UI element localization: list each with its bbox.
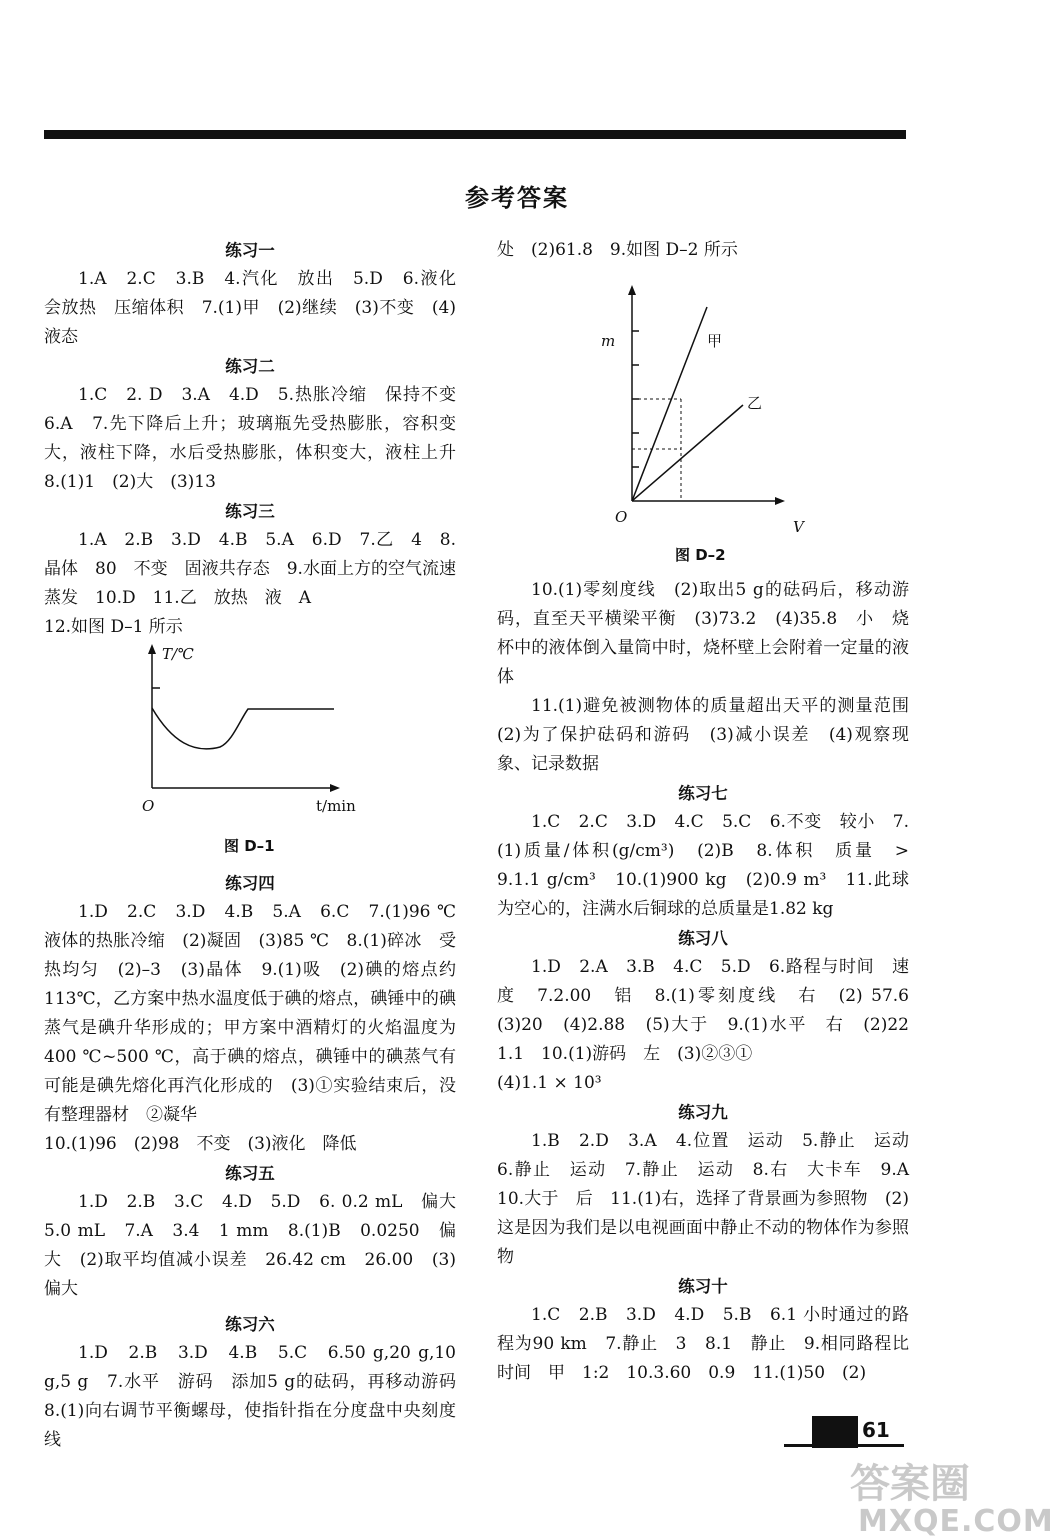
page-title: 参考答案 [465,184,569,212]
axis-label-x: V [793,518,804,536]
page-number-rule [784,1444,904,1447]
top-rule [44,130,906,139]
axis-label-x: t/min [316,797,356,815]
axis-origin: O [142,797,155,815]
line-jia [632,307,707,501]
section-heading: 练习八 [678,929,728,948]
section-heading: 练习十 [678,1277,728,1296]
left-column [44,236,473,1455]
figure-d1 [44,642,456,832]
answer-text: 1.B 2.D 3.A 4.位置 运动 5.静止 运动 6.静止 运动 7.静止 运动 8.右 大卡车 9.A 10.大于 后 11.(1)右，选择了背景画为参照物 (2)这是因为我们是以电视画面中静止不动的物体作为参照物 [497,1131,926,1267]
figure-caption: 图 D–2 [675,546,726,564]
answer-text: 10.(1)96 (2)98 不变 (3)液化 降低 [44,1134,357,1154]
section-heading: 练习二 [225,357,275,376]
line-label-yi: 乙 [747,394,763,412]
line-yi [632,405,743,501]
answer-text: 1.D 2.C 3.D 4.B 5.A 6.C 7.(1)96 ℃ 液体的热胀冷缩 (2)凝固 (3)85 ℃ 8.(1)碎冰 受热均匀 (2)–3 (3)晶体 9.(1)吸 (2)碘的熔点约113℃，乙方案中热水温度低于碘的熔点，碘锤中的碘蒸气是碘升华形成的；甲方案中酒精灯的火焰温度为400 ℃~500 ℃，高于碘的熔点，碘锤中的碘蒸气有可能是碘先熔化再汽化形成的 (3)①实验结束后，没有整理器材 ②凝华 [44,902,473,1125]
answer-text: 1.A 2.B 3.D 4.B 5.A 6.D 7.乙 4 8.晶体 80 不变 固液共存态 9.水面上方的空气流速 蒸发 10.D 11.乙 放热 液 A [44,530,473,608]
section-heading: 练习四 [225,874,275,893]
answer-text: 1.A 2.C 3.B 4.汽化 放出 5.D 6.液化 会放热 压缩体积 7.(1)甲 (2)继续 (3)不变 (4)液态 [44,269,473,347]
axis-label-y: T/℃ [162,645,194,663]
section-heading: 练习九 [678,1103,728,1122]
section-heading: 练习三 [225,502,275,521]
answer-text: 处 (2)61.8 9.如图 D–2 所示 [497,240,738,260]
graph-d1 [44,642,456,802]
right-column [497,236,926,1388]
answer-text: 10.(1)零刻度线 (2)取出5 g的砝码后，移动游码，直至天平横梁平衡 (3)73.2 (4)35.8 小 烧杯中的液体倒入量筒中时，烧杯壁上会附着一定量的液体 [497,580,909,687]
figure-caption: 图 D–1 [224,837,275,855]
temperature-curve [152,708,334,749]
answer-text: 1.C 2.C 3.D 4.C 5.C 6.不变 较小 7.(1)质量/体积(g/cm³) (2)B 8.体积 质量 > 9.1.1 g/cm³ 10.(1)900 kg (2)0.9 m³ 11.此球为空心的，注满水后铜球的总质量是1.82 kg [497,812,926,919]
axis-label-y: m [601,332,616,350]
watermark-url: MXQE.COM [858,1504,1054,1539]
answer-text: 1.D 2.B 3.D 4.B 5.C 6.50 g,20 g,10 g,5 g 7.水平 游码 添加5 g的砝码，再移动游码 8.(1)向右调节平衡螺母，使指针指在分度盘中央刻度线 [44,1343,473,1450]
section-heading: 练习五 [225,1164,275,1183]
figure-d2 [497,265,909,536]
answer-text: 12.如图 D–1 所示 [44,617,183,637]
answer-text: 1.D 2.A 3.B 4.C 5.D 6.路程与时间 速度 7.2.00 铝 8.(1)零刻度线 右 (2) 57.6 (3)20 (4)2.88 (5)大于 9.(1)水平 右 (2)22 1.1 10.(1)游码 左 (3)②③① [497,957,926,1064]
axis-origin: O [615,508,628,526]
answer-text: 11.(1)避免被测物体的质量超出天平的测量范围 (2)为了保护砝码和游码 (3)减小误差 (4)观察现象、记录数据 [497,696,926,774]
answer-text: 1.D 2.B 3.C 4.D 5.D 6. 0.2 mL 偏大 5.0 mL 7.A 3.4 1 mm 8.(1)B 0.0250 偏大 (2)取平均值减小误差 26.42 cm 26.00 (3)偏大 [44,1192,473,1299]
page-number: 61 [862,1418,890,1442]
answer-text: 1.C 2. D 3.A 4.D 5.热胀冷缩 保持不变 6.A 7.先下降后上升；玻璃瓶先受热膨胀，容积变大，液柱下降，水后受热膨胀，体积变大，液柱上升 8.(1)1 (2)大 (3)13 [44,385,473,492]
watermark-logo: 答案圈 [850,1461,970,1507]
section-heading: 练习六 [225,1315,275,1334]
answer-text: (4)1.1 × 10³ [497,1073,602,1093]
line-label-jia: 甲 [707,332,723,350]
graph-d2 [497,265,909,497]
section-heading: 练习七 [678,784,728,803]
section-heading: 练习一 [225,241,275,260]
answer-text: 1.C 2.B 3.D 4.D 5.B 6.1 小时通过的路程为90 km 7.静止 3 8.1 静止 9.相同路程比时间 甲 1:2 10.3.60 0.9 11.(1)50 (2) [497,1305,909,1383]
